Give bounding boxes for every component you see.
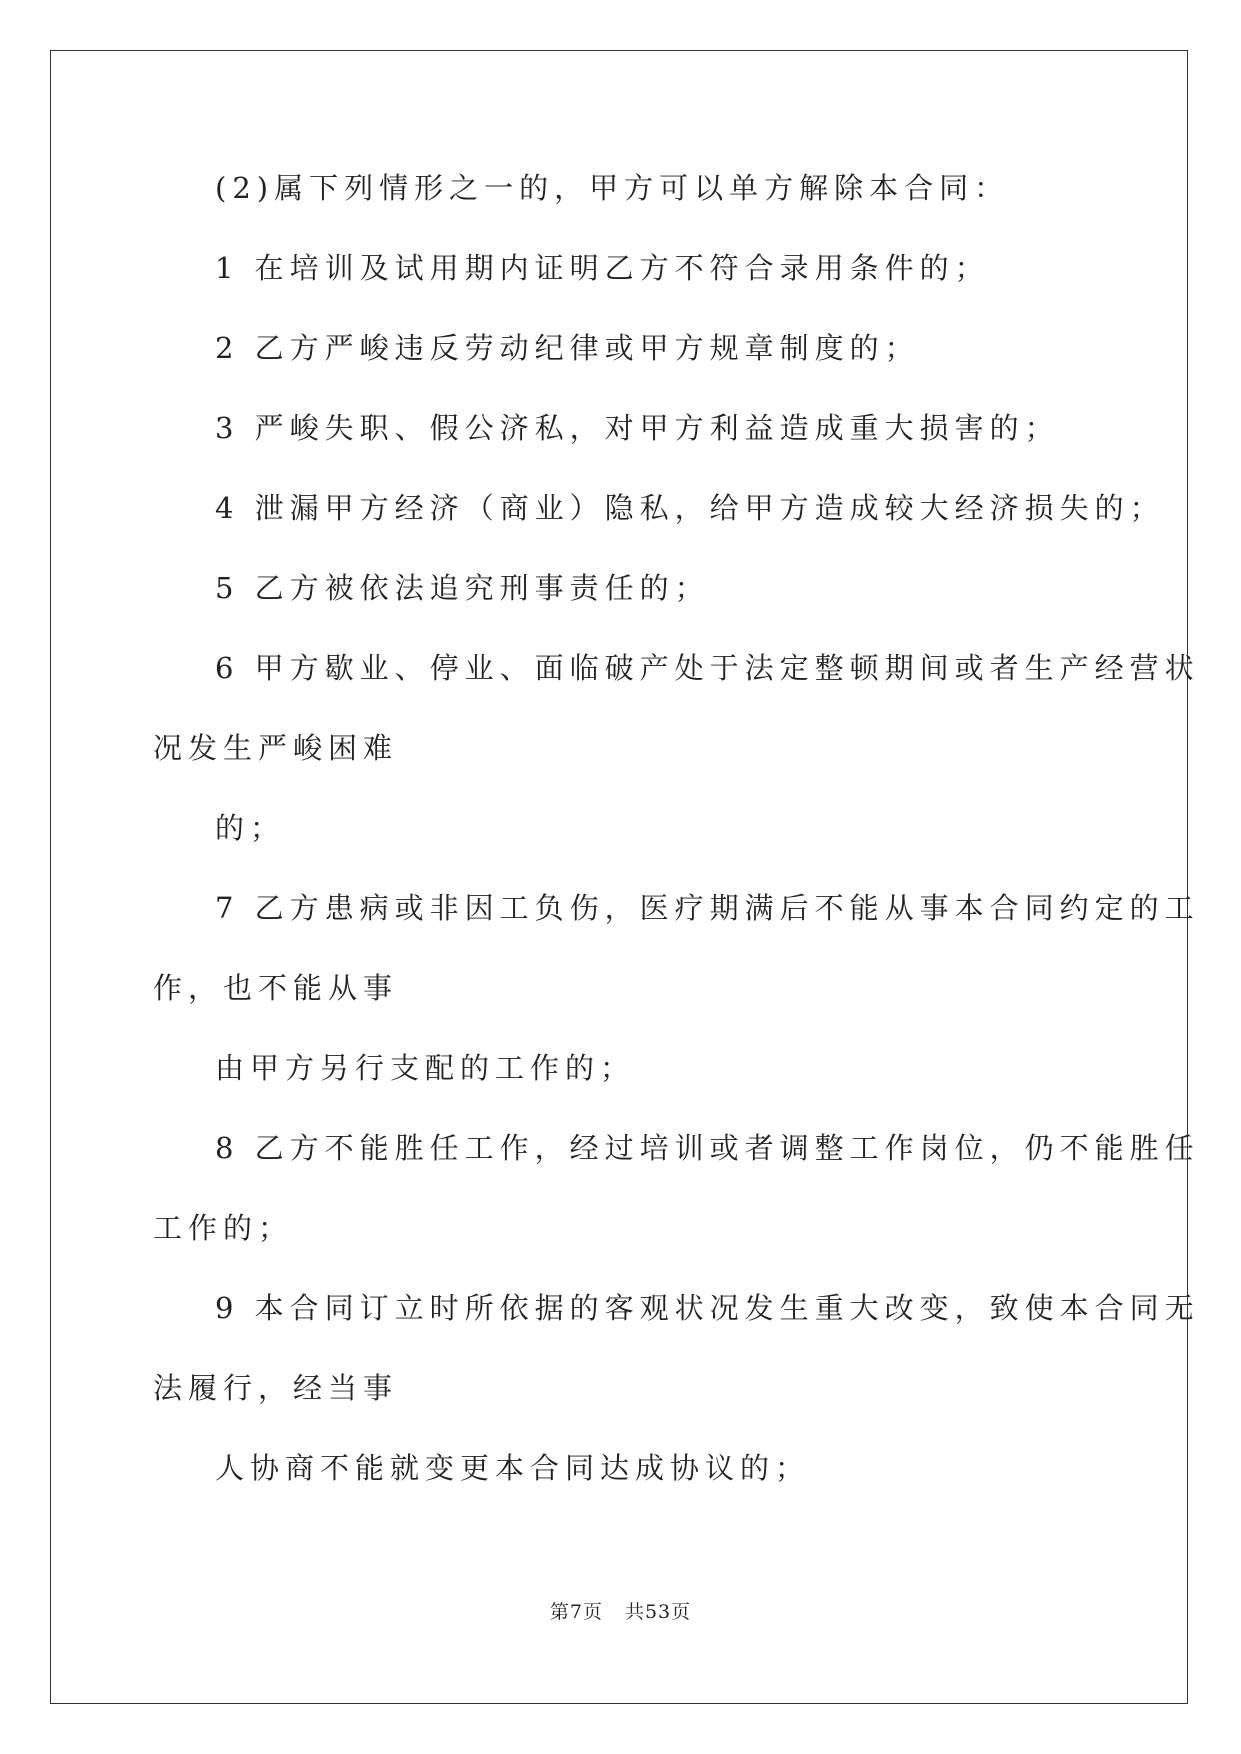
paragraph-line: 作，也不能从事: [153, 971, 399, 1005]
page-footer: [0, 1597, 1241, 1624]
page-number: 第7页: [549, 1601, 603, 1623]
paragraph-line: 6 甲方歇业、停业、面临破产处于法定整顿期间或者生产经营状: [215, 651, 1200, 685]
paragraph-line: 况发生严峻困难: [153, 731, 399, 765]
paragraph-line: 的；: [215, 811, 286, 845]
paragraph-line: 3 严峻失职、假公济私，对甲方利益造成重大损害的；: [215, 411, 1060, 445]
paragraph-line: 法履行，经当事: [153, 1371, 399, 1405]
paragraph-line: 4 泄漏甲方经济（商业）隐私，给甲方造成较大经济损失的；: [215, 491, 1165, 525]
paragraph-line: 人协商不能就变更本合同达成协议的；: [215, 1451, 811, 1485]
paragraph-line: (2)属下列情形之一的，甲方可以单方解除本合同：: [215, 171, 1010, 205]
paragraph-line: 9 本合同订立时所依据的客观状况发生重大改变，致使本合同无: [215, 1291, 1200, 1325]
paragraph-line: 由甲方另行支配的工作的；: [215, 1051, 636, 1085]
paragraph-line: 5 乙方被依法追究刑事责任的；: [215, 571, 710, 605]
paragraph-line: 8 乙方不能胜任工作，经过培训或者调整工作岗位，仍不能胜任: [215, 1131, 1200, 1165]
paragraph-line: 7 乙方患病或非因工负伤，医疗期满后不能从事本合同约定的工: [215, 891, 1200, 925]
paragraph-line: 1 在培训及试用期内证明乙方不符合录用条件的；: [215, 251, 990, 285]
paragraph-line: 2 乙方严峻违反劳动纪律或甲方规章制度的；: [215, 331, 920, 365]
paragraph-line: 工作的；: [153, 1211, 294, 1245]
total-pages: 共53页: [624, 1601, 692, 1623]
